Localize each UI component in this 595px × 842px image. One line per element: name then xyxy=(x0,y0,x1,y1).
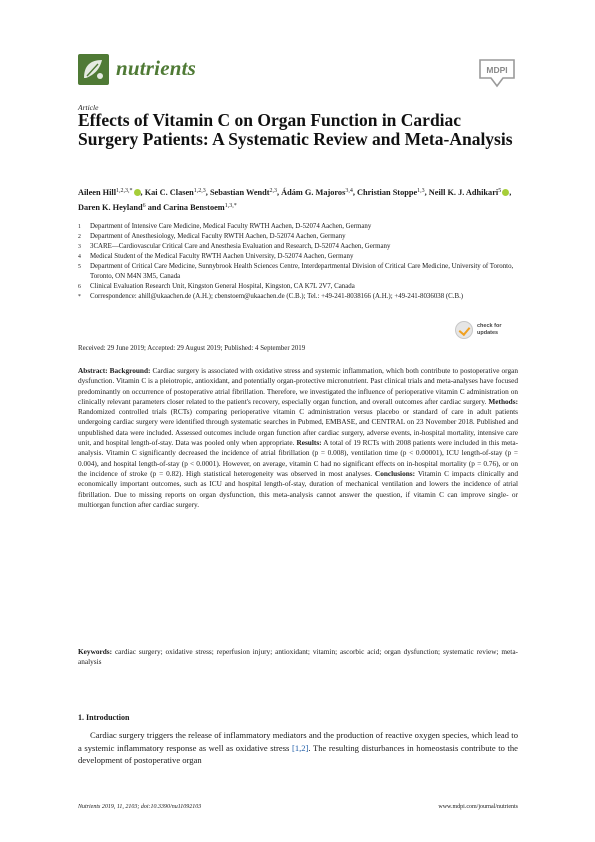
orcid-icon[interactable] xyxy=(134,189,141,196)
affiliation-list xyxy=(78,222,518,302)
affiliation-number: * xyxy=(78,294,81,300)
journal-logo-icon xyxy=(78,54,109,85)
check-updates-icon xyxy=(455,321,473,339)
keywords-label: Keywords: xyxy=(78,647,113,656)
abstract xyxy=(78,366,518,510)
author-separator: , xyxy=(352,188,357,197)
author-separator: and xyxy=(145,202,164,212)
affiliation-item xyxy=(78,232,518,242)
author-name: Daren K. Heyland xyxy=(78,202,143,212)
article-title: Effects of Vitamin C on Organ Function in Cardiac Surgery Patients: A Systematic Review and Meta-Analysis xyxy=(78,110,513,149)
author-affiliation-marker: 1,3,* xyxy=(224,202,237,209)
check-for-updates-button[interactable] xyxy=(455,319,517,341)
author-affiliation-marker: 1,3 xyxy=(417,188,425,194)
affiliation-text: Department of Critical Care Medicine, Sunnybrook Health Sciences Centre, Interdepartmental Division of Critical Care Medicine, University of Toronto, Toronto, ON M4N 3M5, Canada xyxy=(90,263,514,280)
affiliation-item xyxy=(78,222,518,232)
author-name: Sebastian Wendt xyxy=(209,188,270,197)
author-name: Kai C. Clasen xyxy=(144,188,194,197)
affiliation-text: Medical Student of the Medical Faculty RWTH Aachen University, D-52074 Aachen, Germany xyxy=(90,253,354,260)
abstract-results: A total of 19 RCTs with 2008 patients were included in this meta-analysis. Vitamin C significantly decreased the incidence of atrial fibrillation (p = 0.008), ventilation time (p < 0.00001), ICU length-of-stay (p = 0.004), and hospital length-of-stay (p < 0.0001). However, on average, vitamin C had no significant effects on in-hospital mortality (p = 0.76), or on the incidence of stroke (p = 0.82). High statistical heterogeneity was observed in most analyses. xyxy=(78,438,519,478)
author-affiliation-marker: 1,2,3 xyxy=(193,188,206,194)
affiliation-item xyxy=(78,292,518,302)
abstract-conclusions: Vitamin C impacts clinically and economically important outcomes, such as ICU and hospital length-of-stay, duration of mechanical ventilation and lowers the incidence of atrial fibrillation. Due to missing reports on organ dysfunction, this meta-analysis cannot answer the question, if vitamin C can improve single- or multiorgan function after cardiac surgery. xyxy=(78,468,518,509)
keywords xyxy=(78,647,518,668)
badge-line-1: check for xyxy=(477,323,502,329)
affiliation-item xyxy=(78,252,518,262)
intro-text-1: Cardiac surgery triggers the release of inflammatory mediators and the production of reactive oxygen species, which lead to a systemic inflammatory response as well as oxidative stress xyxy=(78,730,518,753)
author-affiliation-marker: 3,4 xyxy=(345,188,353,194)
abstract-results-label: Results: xyxy=(296,438,322,448)
abstract-methods-label: Methods: xyxy=(488,396,518,406)
abstract-methods: Randomized controlled trials (RCTs) comparing perioperative vitamin C administration versus placebo or standard of care in adult patients undergoing cardiac surgery were identified through systematic searches in Pubmed, EMBASE, and CENTRAL on 23 November 2018. Published and unpublished data were included. Assessed outcomes include organ function after cardiac surgery, adverse events, in-hospital mortality, intensive care unit, and hospital length-of-stay. Data was pooled only when appropriate. xyxy=(78,407,518,448)
abstract-label: Abstract: xyxy=(78,366,108,375)
abstract-background: Cardiac surgery is associated with oxidative stress and systemic inflammation, which both contribute to postoperative organ dysfunction. Vitamin C is a pleiotropic, antioxidant, and potentially organ-protective micronutrient. Past clinical trials and meta-analyses have focused predominantly on occurrence of postoperative atrial fibrillation. Therefore, we investigated the influence of perioperative vitamin C administration on clinically relevant parameters closer related to the patient's recovery, especially organ function, and overall outcomes after cardiac surgery. xyxy=(78,366,519,406)
author-affiliation-marker: 6 xyxy=(142,202,146,209)
affiliation-item xyxy=(78,242,518,252)
affiliation-text: Department of Anesthesiology, Medical Faculty RWTH Aachen, D-52074 Aachen, Germany xyxy=(90,233,346,240)
author-list xyxy=(78,185,518,214)
affiliation-number: 6 xyxy=(78,284,81,290)
journal-name: nutrients xyxy=(116,56,197,80)
affiliation-number: 1 xyxy=(78,224,81,230)
citation-link[interactable]: [1,2] xyxy=(291,742,309,753)
author-affiliation-marker: 2,3 xyxy=(269,188,277,194)
affiliation-number: 5 xyxy=(78,264,81,270)
author-separator: , xyxy=(205,188,210,197)
abstract-background-label: Background: xyxy=(109,366,151,375)
author-name: Christian Stoppe xyxy=(356,188,418,197)
author-separator: , xyxy=(140,188,145,197)
affiliation-item xyxy=(78,282,518,292)
footer-url[interactable]: www.mdpi.com/journal/nutrients xyxy=(438,804,518,810)
author-separator: , xyxy=(509,188,512,197)
author-affiliation-marker: 1,2,3,* xyxy=(116,188,133,194)
affiliation-number: 3 xyxy=(78,244,81,250)
affiliation-item xyxy=(78,262,518,282)
affiliation-number: 4 xyxy=(78,254,81,260)
publisher-logo xyxy=(476,56,518,90)
author-name: Neill K. J. Adhikari xyxy=(428,188,499,197)
author-name: Aileen Hill xyxy=(78,188,117,197)
introduction-paragraph xyxy=(78,729,518,767)
affiliation-text: Department of Intensive Care Medicine, Medical Faculty RWTH Aachen, D-52074 Aachen, Germany xyxy=(90,223,372,230)
footer-citation: Nutrients 2019, 11, 2103; doi:10.3390/nu11092103 xyxy=(78,804,202,810)
abstract-conclusions-label: Conclusions: xyxy=(374,468,416,478)
article-type: Article xyxy=(78,103,99,112)
author-separator: , xyxy=(424,188,429,197)
publisher-logo-text: MDPI xyxy=(486,65,508,75)
section-heading-introduction: 1. Introduction xyxy=(78,713,130,722)
journal-header xyxy=(78,50,518,90)
affiliation-text: Clinical Evaluation Research Unit, Kingston General Hospital, Kingston, CA K7L 2V7, Canada xyxy=(90,283,355,290)
publication-dates: Received: 29 June 2019; Accepted: 29 August 2019; Published: 4 September 2019 xyxy=(78,345,306,352)
author-separator: , xyxy=(277,188,282,197)
keywords-text: cardiac surgery; oxidative stress; reperfusion injury; antioxidant; vitamin; ascorbic acid; organ dysfunction; systematic review; meta-analysis xyxy=(78,647,518,667)
affiliation-text: 3CARE—Cardiovascular Critical Care and Anesthesia Evaluation and Research, D-52074 Aachen, Germany xyxy=(90,243,391,250)
author-name: Ádám G. Majoros xyxy=(281,188,346,197)
affiliation-text: Correspondence: ahill@ukaachen.de (A.H.); cbenstoem@ukaachen.de (C.B.); Tel.: +49-241-8038166 (A.H.); +49-241-8036038 (C.B.) xyxy=(90,293,464,300)
author-affiliation-marker: 5 xyxy=(498,188,502,194)
badge-line-2: updates xyxy=(477,329,499,336)
affiliation-number: 2 xyxy=(78,234,81,240)
author-name: Carina Benstoem xyxy=(163,202,225,212)
intro-text-2: . The resulting disturbances in homeostasis contribute to the development of postoperative organ xyxy=(78,742,518,765)
